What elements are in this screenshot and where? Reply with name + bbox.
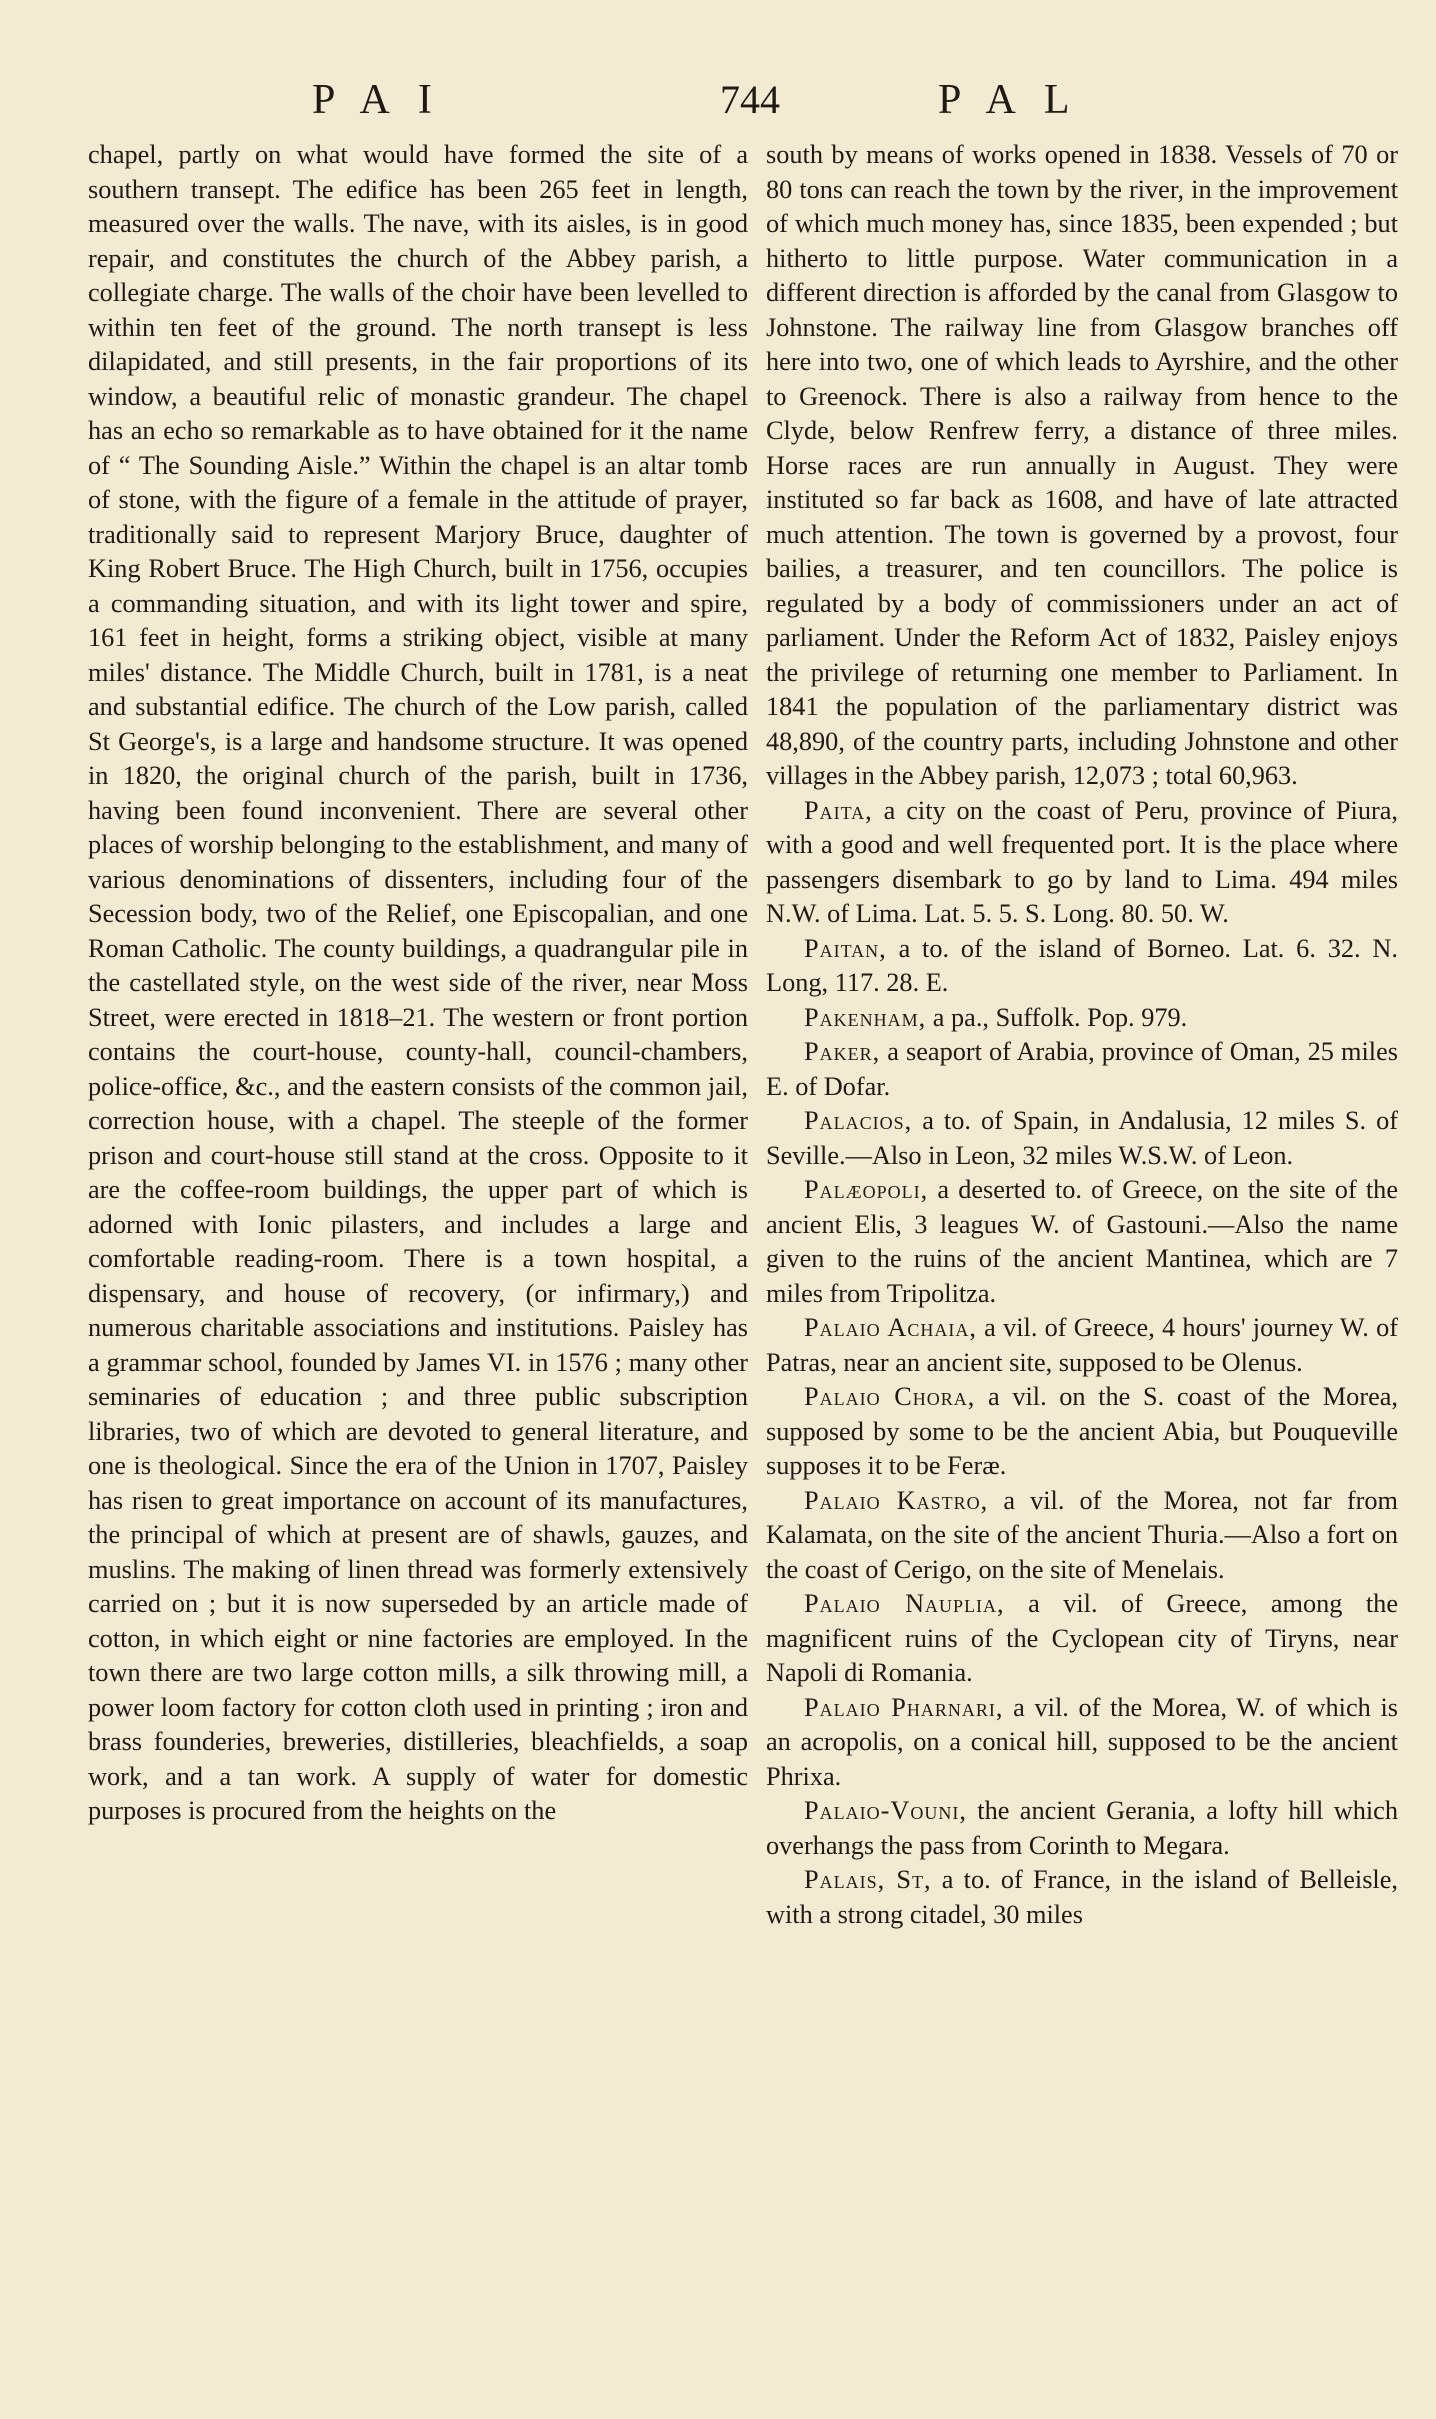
entry-text: a vil. of the Morea, W. of which is an acropolis, on a conical hill, supposed to be the ancient Phrixa. <box>766 1692 1398 1791</box>
entry-headword: Palæopoli, <box>804 1175 929 1204</box>
right-column-paragraph: south by means of works opened in 1838. Vessels of 70 or 80 tons can reach the town by the river, in the improvement of which much money has, since 1835, been expended ; but hitherto to little purpose. Water communication in a different direction is afforded by the canal from Glasgow to Johnstone. The railway line from Glasgow branches off here into two, one of which leads to Ayrshire, and the other to Greenock. There is also a railway from hence to the Clyde, below Renfrew ferry, a distance of three miles. Horse races are run annually in August. They were instituted so far back as 1608, and have of late attracted much attention. The town is governed by a provost, four bailies, a treasurer, and ten councillors. The police is regulated by a body of commissioners under an act of parliament. Under the Reform Act of 1832, Paisley enjoys the privilege of returning one member to Parliament. In 1841 the population of the parliamentary district was 48,890, of the country parts, including Johnstone and other villages in the Abbey parish, 12,073 ; total 60,963. <box>766 140 1398 790</box>
header-right-guideword: PAL <box>938 77 1098 123</box>
entry-text: a vil. of the Morea, not far from Kalamata, on the site of the ancient Thuria.—Also a fort on the coast of Cerigo, on the site of Menelais. <box>766 1485 1398 1584</box>
entry-headword: Paitan, <box>804 933 887 963</box>
entry-headword: Palaio Chora, <box>804 1382 976 1411</box>
left-column-paragraph: chapel, partly on what would have formed the site of a southern transept. The edifice has been 265 feet in length, measured over the walls. The nave, with its aisles, is in good repair, and constitutes the church of the Abbey parish, a collegiate charge. The walls of the choir have been levelled to within ten feet of the ground. The north transept is less dilapidated, and still presents, in the fair proportions of its window, a beautiful relic of monastic grandeur. The chapel has an echo so remarkable as to have obtained for it the name of “ The Sounding Aisle.” Within the chapel is an altar tomb of stone, with the figure of a female in the attitude of prayer, traditionally said to represent Marjory Bruce, daughter of King Robert Bruce. The High Church, built in 1756, occupies a commanding situation, and with its light tower and spire, 161 feet in height, forms a striking object, visible at many miles' distance. The Middle Church, built in 1781, is a neat and substantial edifice. The church of the Low parish, called St George's, is a large and handsome structure. It was opened in 1820, the original church of the parish, built in 1736, having been found inconvenient. There are several other places of worship belonging to the establishment, and many of various denominations of dissenters, including four of the Secession body, two of the Relief, one Episcopalian, and one Roman Catholic. The county buildings, a quadrangular pile in the castellated style, on the west side of the river, near Moss Street, were erected in 1818–21. The western or front portion contains the court-house, county-hall, council-chambers, police-office, &c., and the eastern consists of the common jail, correction house, with a chapel. The steeple of the former prison and court-house still stand at the cross. Opposite to it are the coffee-room buildings, the upper part of which is adorned with Ionic pilasters, and includes a large and comfortable reading-room. There is a town hospital, a dispensary, and house of recovery, (or infirmary,) and numerous charitable associations and institutions. Paisley has a grammar school, founded by James VI. in 1576 ; many other seminaries of education ; and three public subscription libraries, two of which are devoted to general literature, and one is theological. Since the era of the Union in 1707, Paisley has risen to great importance on account of its manufactures, the principal of which at present are of shawls, gauzes, and muslins. The making of linen thread was formerly extensively carried on ; but it is now superseded by an article made of cotton, in which eight or nine factories are employed. In the town there are two large cotton mills, a silk throwing mill, a power loom factory for cotton cloth used in printing ; iron and brass founderies, breweries, distilleries, bleachfields, a soap work, and a tan work. A supply of water for domestic purposes is procured from the heights on the <box>88 140 748 1825</box>
header-left-guideword: PAI <box>312 77 460 123</box>
entry-text: a city on the coast of Peru, province of Piura, with a good and well frequented port. It is the place where passengers disembark to go by land to Lima. 494 miles N.W. of Lima. Lat. 5. 5. S. Long. 80. 50. W. <box>766 795 1398 928</box>
entry-text: a vil. of Greece, among the magnificent ruins of the Cyclopean city of Tiryns, near Napoli di Romania. <box>766 1589 1398 1687</box>
entry-headword: Palaio Kastro, <box>804 1485 989 1515</box>
gazetteer-entry <box>766 794 1398 932</box>
gazetteer-entry <box>766 932 1398 1001</box>
gazetteer-entry <box>766 1311 1398 1380</box>
entry-text: a to. of the island of Borneo. Lat. 6. 32. N. Long, 117. 28. E. <box>766 933 1398 997</box>
gazetteer-entry <box>766 1794 1398 1863</box>
entry-headword: Pakenham, <box>804 1002 927 1032</box>
gazetteer-entry <box>766 1863 1398 1932</box>
entry-headword: Palacios, <box>804 1106 913 1135</box>
entry-headword: Paita, <box>804 795 873 825</box>
gazetteer-entry <box>766 1035 1398 1104</box>
running-header <box>0 70 1436 130</box>
entry-text: a deserted to. of Greece, on the site of the ancient Elis, 3 leagues W. of Gastouni.—Also the name given to the ruins of the ancient Mantinea, which are 7 miles from Tripolitza. <box>766 1175 1398 1308</box>
entry-headword: Paker, <box>804 1037 881 1066</box>
gazetteer-entry <box>766 1691 1398 1795</box>
entry-text: a to. of France, in the island of Belleisle, with a strong citadel, 30 miles <box>766 1865 1398 1929</box>
gazetteer-entry <box>766 1380 1398 1484</box>
entry-headword: Palaio Nauplia, <box>804 1589 1005 1618</box>
entry-text: a vil. of Greece, 4 hours' journey W. of Patras, near an ancient site, supposed to be Olenus. <box>766 1313 1398 1377</box>
entry-headword: Palaio-Vouni, <box>804 1796 967 1825</box>
entry-text: a seaport of Arabia, province of Oman, 25 miles E. of Dofar. <box>766 1037 1398 1101</box>
entry-headword: Palaio Pharnari, <box>804 1692 1004 1722</box>
left-column <box>88 138 748 1829</box>
gazetteer-entries <box>766 794 1398 1933</box>
entry-text: the ancient Gerania, a lofty hill which overhangs the pass from Corinth to Megara. <box>766 1796 1398 1860</box>
gazetteer-entry <box>766 1484 1398 1588</box>
entry-text: a to. of Spain, in Andalusia, 12 miles S. of Seville.—Also in Leon, 32 miles W.S.W. of Leon. <box>766 1106 1398 1170</box>
gazetteer-entry <box>766 1104 1398 1173</box>
gazetteer-entry <box>766 1001 1398 1036</box>
entry-headword: Palais, St, <box>804 1865 932 1894</box>
entry-text: a vil. on the S. coast of the Morea, supposed by some to be the ancient Abia, but Pouqueville supposes it to be Feræ. <box>766 1382 1398 1480</box>
page-number: 744 <box>720 77 780 122</box>
entry-headword: Palaio Achaia, <box>804 1313 977 1342</box>
entry-text: a pa., Suffolk. Pop. 979. <box>926 1002 1188 1032</box>
gazetteer-entry <box>766 1587 1398 1691</box>
gazetteer-entry <box>766 1173 1398 1311</box>
right-column <box>766 138 1398 1932</box>
